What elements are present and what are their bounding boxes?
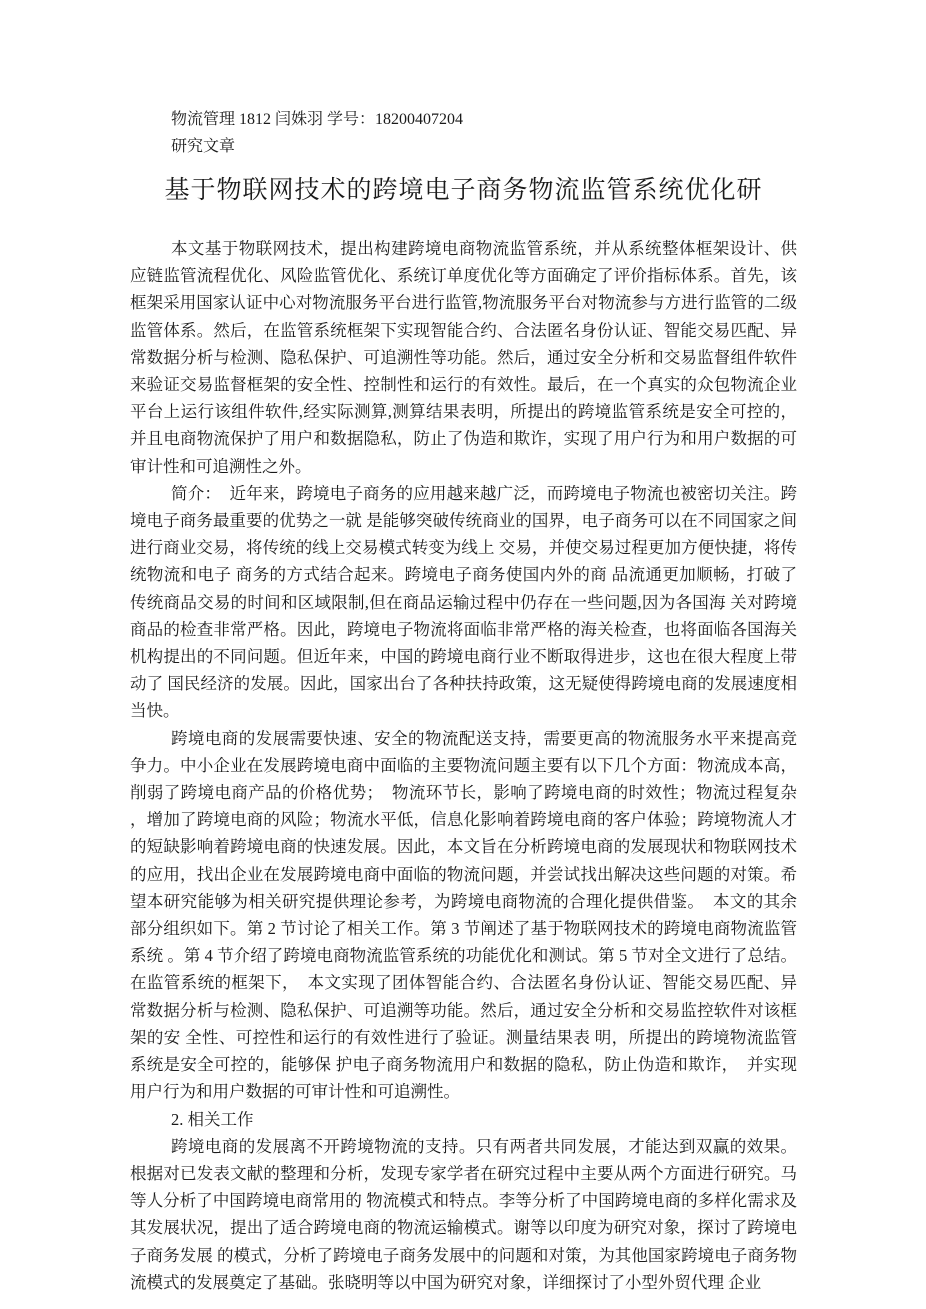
section-heading-related-work: 2. 相关工作 [171, 1109, 254, 1129]
article-type-line: 研究文章 [171, 138, 236, 155]
paragraph-related-work: 跨境电商的发展离不开跨境物流的支持。只有两者共同发展，才能达到双赢的效果。根据对已发表文献的整理和分析，发现专家学者在研究过程中主要从两个方面进行研究。马等人分析了中国跨境电商常用的 物流模式和特点。李等分析了中国跨境电商的多样化需求及其发展状况，提出了适合跨境电商的物流运输模式。谢等以印度为研究对象，探讨了跨境电子商务发展 的模式，分析了跨境电子商务发展中的问题和对策，为其他国家跨境电子商务物流模式的发展奠定了基础。张晓明等以中国为研究对象，详细探讨了小型外贸代理 企业 [130, 1136, 797, 1292]
student-info-line: 物流管理 1812 闫姝羽 学号：18200407204 [171, 111, 464, 128]
paragraph-abstract: 本文基于物联网技术，提出构建跨境电商物流监管系统，并从系统整体框架设计、供应链监管流程优化、风险监管优化、系统订单度优化等方面确定了评价指标体系。首先，该框架采用国家认证中心对物流服务平台进行监管,物流服务平台对物流参与方进行监管的二级监管体系。然后，在监管系统框架下实现智能合约、合法匿名身份认证、智能交易匹配、异常数据分析与检测、隐私保护、可追溯性等功能。然后，通过安全分析和交易监督组件软件来验证交易监督框架的安全性、控制性和运行的有效性。最后，在一个真实的众包物流企业平台上运行该组件软件,经实际测算,测算结果表明，所提出的跨境监管系统是安全可控的，并且电商物流保护了用户和数据隐私，防止了伪造和欺诈，实现了用户行为和用户数据的可审计性和可追溯性之外。 [130, 239, 797, 476]
document-content [130, 106, 797, 1296]
paragraph-introduction: 简介： 近年来，跨境电子商务的应用越来越广泛，而跨境电子物流也被密切关注。跨境电子商务最重要的优势之一就 是能够突破传统商业的国界，电子商务可以在不同国家之间进行商业交易，将传统的线上交易模式转变为线上 交易，并使交易过程更加方便快捷，将传统物流和电子 商务的方式结合起来。跨境电子商务使国内外的商 品流通更加顺畅，打破了传统商品交易的时间和区域限制,但在商品运输过程中仍存在一些问题,因为各国海 关对跨境商品的检查非常严格。因此，跨境电子物流将面临非常严格的海关检查，也将面临各国海关机构提出的不同问题。但近年来，中国的跨境电商行业不断取得进步，这也在很大程度上带动了 国民经济的发展。因此，国家出台了各种扶持政策，这无疑使得跨境电商的发展速度相当快。 [130, 483, 798, 721]
document-title: 基于物联网技术的跨境电子商务物流监管系统优化研 [164, 177, 763, 204]
paragraph-logistics-issues: 跨境电商的发展需要快速、安全的物流配送支持，需要更高的物流服务水平来提高竞争力。中小企业在发展跨境电商中面临的主要物流问题主要有以下几个方面：物流成本高，削弱了跨境电商产品的价格优势； 物流环节长，影响了跨境电商的时效性；物流过程复杂 ，增加了跨境电商的风险；物流水平低，信息化影响着跨境电商的客户体验；跨境物流人才的短缺影响着跨境电商的快速发展。因此，本文旨在分析跨境电商的发展现状和物联网技术的应用，找出企业在发展跨境电商中面临的物流问题，并尝试找出解决这些问题的对策。希望本研究能够为相关研究提供理论参考，为跨境电商物流的合理化提供借鉴。 本文的其余部分组织如下。第 2 节讨论了相关工作。第 3 节阐述了基于物联网技术的跨境电商物流监管系统 。第 4 节介绍了跨境电商物流监管系统的功能优化和测试。第 5 节对全文进行了总结。在监管系统的框架下， 本文实现了团体智能合约、合法匿名身份认证、智能交易匹配、异常数据分析与检测、隐私保护、可追溯等功能。然后，通过安全分析和交易监控软件对该框架的安 全性、可控性和运行的有效性进行了验证。测量结果表 明，所提出的跨境物流监管系统是安全可控的，能够保 护电子商务物流用户和数据的隐私，防止伪造和欺诈， 并实现用户行为和用户数据的可审计性和可追溯性。 [130, 728, 797, 1102]
